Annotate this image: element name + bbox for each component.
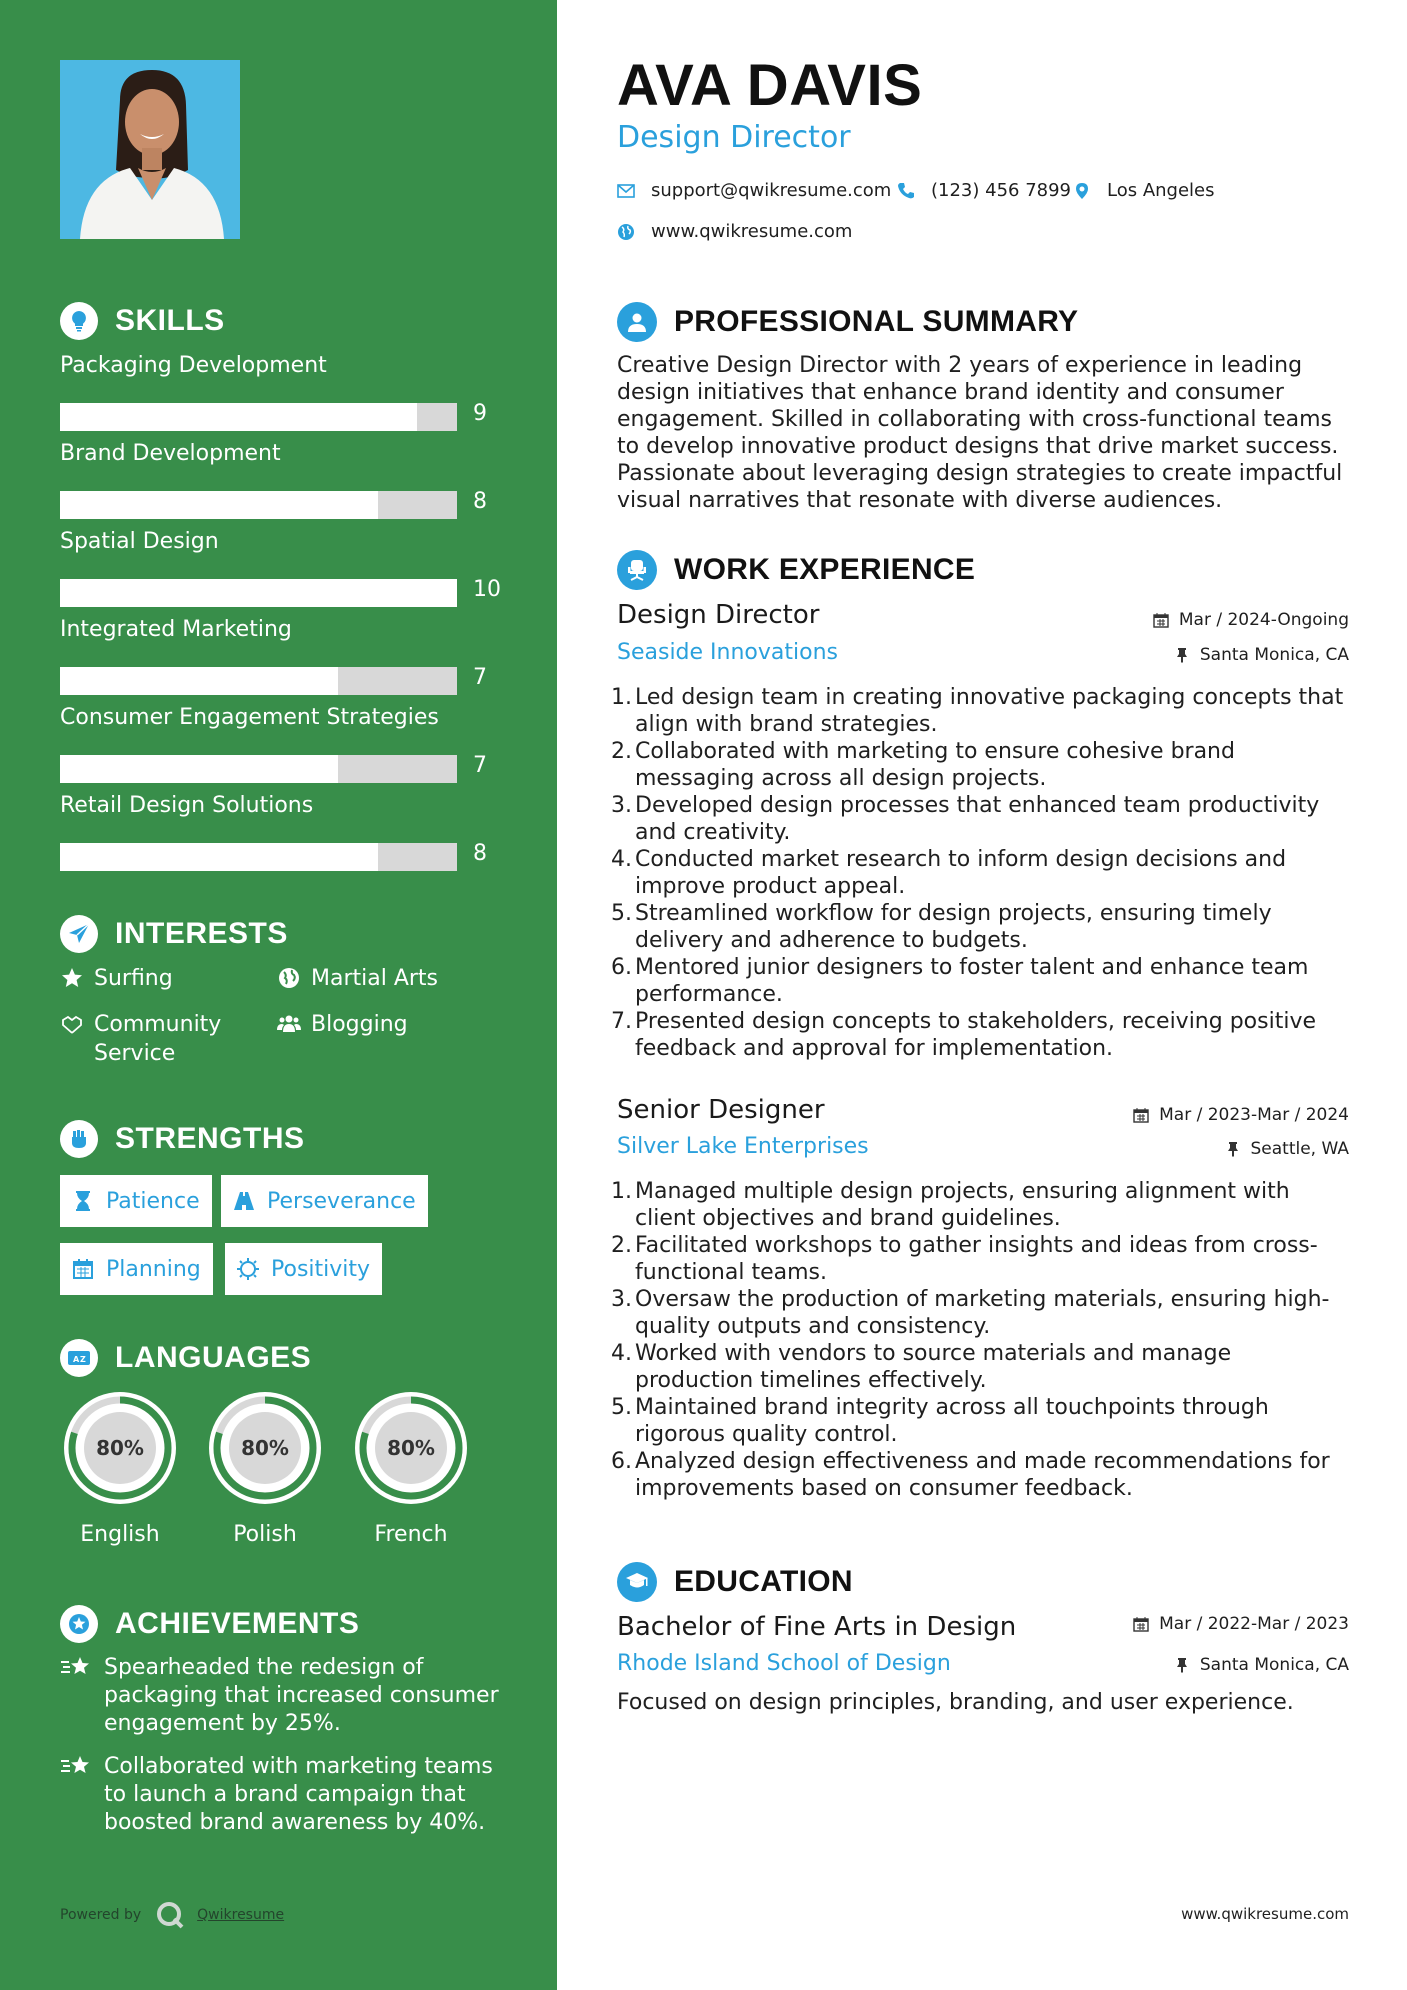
- skill-label: Integrated Marketing: [60, 617, 292, 642]
- summary-text: Creative Design Director with 2 years of experience in leading design initiatives that enhance brand identity and consumer engagement. Skilled in collaborating with cross-functional teams to develop innovative product designs that drive market success. Passionate about leveraging design strategies to create impactful visual narratives that resonate with diverse audiences.: [617, 353, 1343, 513]
- list-item: 3. Oversaw the production of marketing materials, ensuring high-quality outputs and consistency.: [611, 1286, 1356, 1340]
- sidebar: [0, 0, 557, 1990]
- calendar-icon: [1133, 1107, 1149, 1123]
- achievement-text: Collaborated with marketing teams to launch a brand campaign that boosted brand awareness by 40%.: [104, 1754, 493, 1835]
- portrait-image: [60, 60, 240, 239]
- bullet-text: Developed design processes that enhanced team productivity and creativity.: [635, 793, 1320, 845]
- education-dates: [1133, 1614, 1349, 1634]
- globe-icon: [617, 223, 635, 241]
- shooting-star-icon: [60, 1753, 92, 1781]
- qwikresume-link[interactable]: Qwikresume: [197, 1907, 285, 1923]
- language-level: 80%: [387, 1436, 435, 1460]
- strength-label: Patience: [106, 1188, 200, 1214]
- bullet-text: Presented design concepts to stakeholders, receiving positive feedback and approval for implementation.: [635, 1009, 1317, 1061]
- strengths-heading-text: STRENGTHS: [115, 1122, 305, 1155]
- strength-label: Perseverance: [267, 1188, 416, 1214]
- bullet-text: Conducted market research to inform design decisions and improve product appeal.: [635, 847, 1287, 899]
- strength-badge: [225, 1243, 382, 1295]
- profile-photo: [60, 60, 240, 239]
- job-bullets: [611, 1178, 1356, 1502]
- list-item: 4. Worked with vendors to source materials and manage production timelines effectively.: [611, 1340, 1356, 1394]
- bullet-text: Maintained brand integrity across all touchpoints through rigorous quality control.: [635, 1395, 1269, 1447]
- interest-item: [60, 1010, 260, 1068]
- hourglass-icon: [72, 1190, 94, 1212]
- job-location: [1225, 1139, 1350, 1159]
- skill-bar-fill: [60, 579, 457, 607]
- star-badge-icon: [60, 1605, 98, 1643]
- powered-by: [60, 1900, 284, 1930]
- skill-score: 10: [473, 577, 501, 602]
- users-icon: [277, 1012, 301, 1036]
- job-bullets: [611, 684, 1356, 1062]
- list-item: 2. Collaborated with marketing to ensure cohesive brand messaging across all design projects.: [611, 738, 1356, 792]
- list-item: 1. Led design team in creating innovative packaging concepts that align with brand strategies.: [611, 684, 1356, 738]
- contact-location: [1073, 180, 1215, 201]
- experience-heading-text: WORK EXPERIENCE: [674, 553, 976, 586]
- job-title: Senior Designer: [617, 1095, 825, 1125]
- strength-badge: [60, 1175, 212, 1227]
- skill-score: 9: [473, 401, 487, 426]
- education-heading-text: EDUCATION: [674, 1565, 853, 1598]
- achievement-item: [60, 1654, 500, 1738]
- bullet-text: Oversaw the production of marketing materials, ensuring high-quality outputs and consistency.: [635, 1287, 1330, 1339]
- bullet-text: Mentored junior designers to foster talent and enhance team performance.: [635, 955, 1309, 1007]
- skill-bar-fill: [60, 667, 338, 695]
- skill-bar: [60, 403, 457, 431]
- language-name: French: [374, 1522, 448, 1547]
- strength-badge: [60, 1243, 213, 1295]
- language-item: [203, 1386, 327, 1547]
- bullet-text: Streamlined workflow for design projects, ensuring timely delivery and adherence to budgets.: [635, 901, 1272, 953]
- skill-item: [60, 791, 500, 866]
- achievements-heading-text: ACHIEVEMENTS: [115, 1607, 360, 1640]
- education-heading: [617, 1561, 853, 1603]
- job-dates-text: Mar / 2023-Mar / 2024: [1159, 1105, 1349, 1125]
- fist-icon: [60, 1120, 98, 1158]
- pushpin-icon: [1174, 1657, 1190, 1673]
- envelope-icon: [617, 182, 635, 200]
- skill-bar: [60, 491, 457, 519]
- languages-heading-text: LANGUAGES: [115, 1341, 312, 1374]
- list-item: 1. Managed multiple design projects, ensuring alignment with client objectives and brand guidelines.: [611, 1178, 1356, 1232]
- strengths-heading: [60, 1119, 305, 1159]
- interest-item: [60, 964, 260, 993]
- website-text: www.qwikresume.com: [651, 221, 853, 242]
- candidate-name: AVA DAVIS: [617, 53, 923, 118]
- job-location-text: Seattle, WA: [1250, 1139, 1349, 1159]
- user-icon: [617, 302, 657, 342]
- handshake-icon: [60, 1012, 84, 1036]
- language-level: 80%: [241, 1436, 289, 1460]
- job-dates-text: Mar / 2024-Ongoing: [1178, 610, 1349, 630]
- svg-text:Z: Z: [80, 1355, 86, 1364]
- strength-badge: [221, 1175, 428, 1227]
- education-location: [1174, 1655, 1349, 1675]
- road-icon: [233, 1190, 255, 1212]
- education-description: Focused on design principles, branding, and user experience.: [617, 1690, 1294, 1715]
- list-item: 7. Presented design concepts to stakeholders, receiving positive feedback and approval for implementation.: [611, 1008, 1356, 1062]
- education-location-text: Santa Monica, CA: [1199, 1655, 1349, 1675]
- bullet-text: Led design team in creating innovative packaging concepts that align with brand strategies.: [635, 685, 1344, 737]
- pushpin-icon: [1174, 647, 1190, 663]
- skill-label: Brand Development: [60, 441, 281, 466]
- sun-icon: [237, 1258, 259, 1280]
- education-dates-text: Mar / 2022-Mar / 2023: [1159, 1614, 1349, 1634]
- bullet-text: Collaborated with marketing to ensure cohesive brand messaging across all design projects.: [635, 739, 1235, 791]
- graduation-icon: [617, 1562, 657, 1602]
- list-item: 5. Streamlined workflow for design projects, ensuring timely delivery and adherence to budgets.: [611, 900, 1356, 954]
- language-gauge: [58, 1386, 182, 1510]
- contact-website[interactable]: [617, 221, 852, 242]
- language-level: 80%: [96, 1436, 144, 1460]
- location-text: Los Angeles: [1107, 180, 1215, 201]
- skill-bar-fill: [60, 403, 417, 431]
- skill-label: Consumer Engagement Strategies: [60, 705, 439, 730]
- office-chair-icon: [617, 550, 657, 590]
- skill-bar-fill: [60, 843, 378, 871]
- paper-plane-icon: [60, 915, 98, 953]
- skill-item: [60, 439, 500, 514]
- calendar-icon: [1153, 612, 1169, 628]
- language-item: [58, 1386, 182, 1547]
- star-icon: [60, 966, 84, 990]
- achievements-heading: [60, 1604, 359, 1644]
- list-item: 3. Developed design processes that enhanced team productivity and creativity.: [611, 792, 1356, 846]
- language-gauge: [349, 1386, 473, 1510]
- interest-label: Martial Arts: [311, 966, 439, 991]
- map-pin-icon: [1073, 182, 1091, 200]
- language-item: [349, 1386, 473, 1547]
- candidate-title: Design Director: [617, 120, 851, 155]
- interest-item: [277, 1010, 497, 1039]
- skill-item: [60, 703, 500, 778]
- powered-by-label: Powered by: [60, 1907, 142, 1923]
- skill-item: [60, 615, 500, 690]
- language-name: English: [80, 1522, 160, 1547]
- interest-label: Surfing: [94, 966, 173, 991]
- skill-label: Spatial Design: [60, 529, 219, 554]
- skills-heading-text: SKILLS: [115, 304, 225, 337]
- job-company: Silver Lake Enterprises: [617, 1134, 869, 1159]
- interest-label: Community Service: [94, 1012, 222, 1066]
- footer-url[interactable]: www.qwikresume.com: [1181, 1905, 1349, 1923]
- skill-bar-fill: [60, 755, 338, 783]
- languages-heading: [60, 1338, 311, 1378]
- job-title: Design Director: [617, 600, 820, 630]
- globe-icon: [277, 966, 301, 990]
- language-gauge: [203, 1386, 327, 1510]
- contact-phone[interactable]: [897, 180, 1071, 201]
- svg-text:A: A: [73, 1355, 80, 1364]
- pushpin-icon: [1225, 1141, 1241, 1157]
- job-location-text: Santa Monica, CA: [1199, 645, 1349, 665]
- job-dates: [1133, 1105, 1349, 1125]
- skill-item: [60, 351, 500, 426]
- interest-item: [277, 964, 497, 993]
- bullet-text: Facilitated workshops to gather insights and ideas from cross-functional teams.: [635, 1233, 1318, 1285]
- experience-heading: [617, 549, 975, 591]
- skill-bar: [60, 667, 457, 695]
- bullet-text: Analyzed design effectiveness and made recommendations for improvements based on consumer feedback.: [635, 1449, 1330, 1501]
- summary-heading: [617, 301, 1078, 343]
- skill-bar-fill: [60, 491, 378, 519]
- education-degree: Bachelor of Fine Arts in Design: [617, 1612, 1017, 1642]
- list-item: 2. Facilitated workshops to gather insights and ideas from cross-functional teams.: [611, 1232, 1356, 1286]
- education-school: Rhode Island School of Design: [617, 1651, 951, 1676]
- list-item: 5. Maintained brand integrity across all touchpoints through rigorous quality control.: [611, 1394, 1356, 1448]
- job-company: Seaside Innovations: [617, 640, 838, 665]
- calendar-icon: [1133, 1616, 1149, 1632]
- skill-label: Packaging Development: [60, 353, 327, 378]
- phone-icon: [897, 182, 915, 200]
- skill-score: 8: [473, 489, 487, 514]
- interests-heading: [60, 914, 288, 954]
- list-item: 6. Analyzed design effectiveness and made recommendations for improvements based on consumer feedback.: [611, 1448, 1356, 1502]
- lightbulb-icon: [60, 302, 98, 340]
- achievement-text: Spearheaded the redesign of packaging that increased consumer engagement by 25%.: [104, 1655, 499, 1736]
- skills-heading: [60, 301, 225, 341]
- phone-text: (123) 456 7899: [931, 180, 1072, 201]
- language-icon: [60, 1339, 98, 1377]
- language-name: Polish: [233, 1522, 297, 1547]
- skill-score: 8: [473, 841, 487, 866]
- skill-label: Retail Design Solutions: [60, 793, 314, 818]
- job-location: [1174, 645, 1349, 665]
- job-dates: [1153, 610, 1349, 630]
- interest-label: Blogging: [311, 1012, 408, 1037]
- strength-label: Positivity: [271, 1256, 371, 1282]
- skill-score: 7: [473, 753, 487, 778]
- strength-label: Planning: [106, 1256, 201, 1282]
- skill-bar: [60, 755, 457, 783]
- calendar-icon: [72, 1258, 94, 1280]
- shooting-star-icon: [60, 1654, 92, 1682]
- list-item: 6. Mentored junior designers to foster talent and enhance team performance.: [611, 954, 1356, 1008]
- skill-bar: [60, 579, 457, 607]
- list-item: 4. Conducted market research to inform design decisions and improve product appeal.: [611, 846, 1356, 900]
- skill-score: 7: [473, 665, 487, 690]
- skill-item: [60, 527, 501, 602]
- email-text: support@qwikresume.com: [651, 180, 892, 201]
- achievement-item: [60, 1753, 500, 1837]
- bullet-text: Worked with vendors to source materials and manage production timelines effectively.: [635, 1341, 1232, 1393]
- skill-bar: [60, 843, 457, 871]
- qwikresume-logo-icon: [155, 1900, 185, 1930]
- contact-email[interactable]: [617, 180, 891, 201]
- bullet-text: Managed multiple design projects, ensuring alignment with client objectives and brand guidelines.: [635, 1179, 1290, 1231]
- summary-heading-text: PROFESSIONAL SUMMARY: [674, 305, 1079, 338]
- interests-heading-text: INTERESTS: [115, 917, 288, 950]
